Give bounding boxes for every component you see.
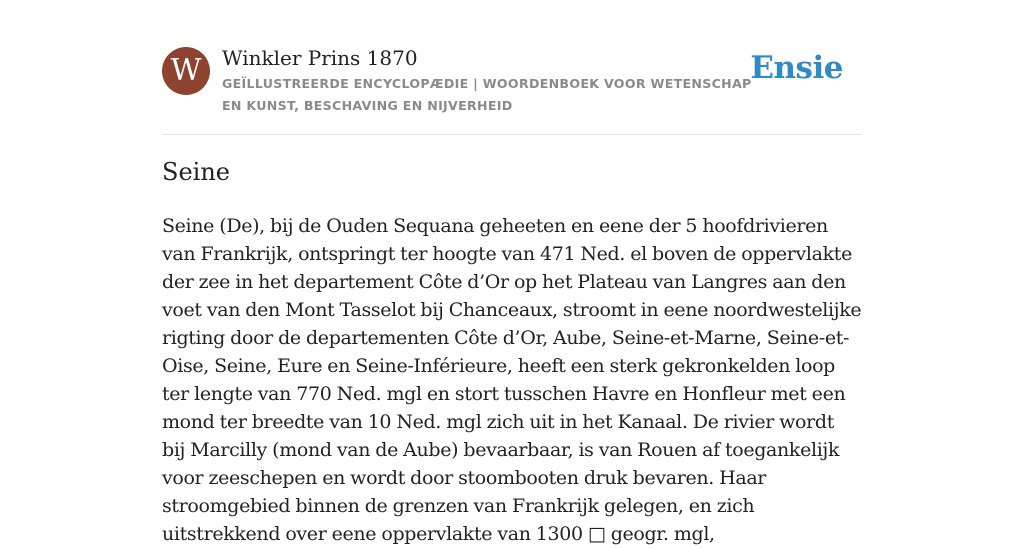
- book-title-link[interactable]: Winkler Prins 1870: [222, 46, 418, 70]
- book-header: [162, 0, 862, 135]
- book-avatar[interactable]: W: [162, 47, 210, 95]
- book-subtitle: GEÏLLUSTREERDE ENCYCLOPÆDIE | WOORDENBOEK VOOR WETENSCHAP EN KUNST, BESCHAVING EN NIJVERHEID: [222, 76, 752, 113]
- article-body: Seine (De), bij de Ouden Sequana geheeten en eene der 5 hoofdrivieren van Frankrijk, ontspringt ter hoogte van 471 Ned. el boven de oppervlakte der zee in het departement Côte d’Or op het Plateau van Langres aan den voet van den Mont Tasselot bij Chanceaux, stroomt in eene noordwestelijke rigting door de departementen Côte d’Or, Aube, Seine-et-Marne, Seine-et-Oise, Seine, Eure en Seine-Inférieure, heeft een sterk gekronkelden loop ter lengte van 770 Ned. mgl en stort tusschen Havre en Honfleur met een mond ter breedte van 10 Ned. mgl zich uit in het Kanaal. De rivier wordt bij Marcilly (mond van de Aube) bevaarbaar, is van Rouen af toegankelijk voor zeeschepen en wordt door stoombooten druk bevaren. Haar stroomgebied binnen de grenzen van Frankrijk gelegen, en zich uitstrekkend over eene oppervlakte van 1300 □ geogr. mgl,: [162, 215, 862, 545]
- ensie-logo[interactable]: Ensie: [750, 50, 843, 86]
- article-title: Seine: [162, 158, 230, 186]
- page-container: [162, 0, 862, 545]
